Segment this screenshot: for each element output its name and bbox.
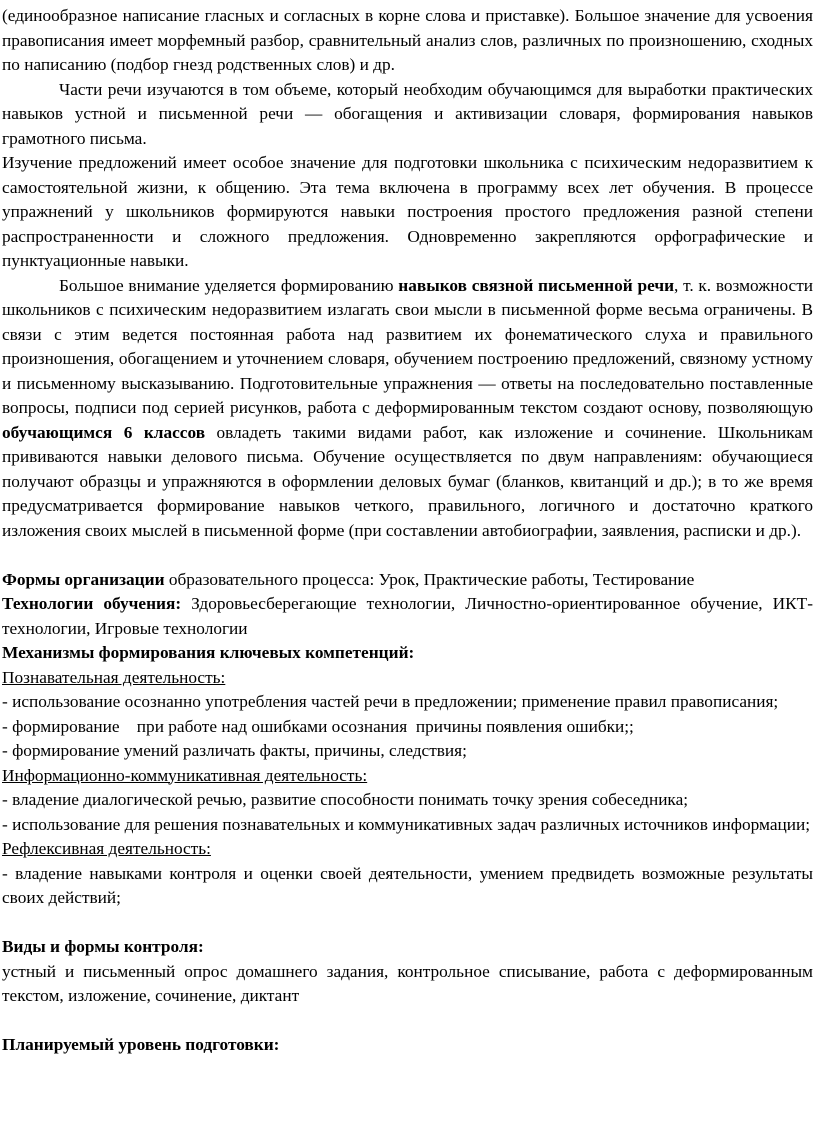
blank-line xyxy=(2,911,813,936)
text-run: , т. к. возможности школьников с психическим недоразвитием излагать свои мысли в письменной форме весьма ограничены. В связи с этим ведется постоянная работа над развитием их фонематического слуха и правильного произношения, обогащением и уточнением словаря, обучением построению предложений, связному устному и письменному высказыванию. Подготовительные упражнения — ответы на последовательно поставленные вопросы, подписи под серией рисунков, работа с деформированным текстом создают основу, позволяющую xyxy=(2,275,813,417)
technologies-label: Технологии обучения: xyxy=(2,594,182,613)
control-heading: Виды и формы контроля: xyxy=(2,937,204,956)
list-item: - формирование умений различать факты, причины, следствия; xyxy=(2,741,467,760)
forms-label: Формы организации xyxy=(2,569,165,589)
list-item: - использование для решения познавательных и коммуникативных задач различных источников информации; xyxy=(2,814,811,834)
list-item: - владение диалогической речью, развитие способности понимать точку зрения собеседника; xyxy=(2,790,689,809)
learning-technologies xyxy=(2,592,813,641)
communicative-activity-title: Информационно-коммуникативная деятельность: xyxy=(2,765,368,785)
forms-text: образовательного процесса: Урок, Практические работы, Тестирование xyxy=(164,569,695,589)
paragraph-sentences: Изучение предложений имеет особое значение для подготовки школьника с психическим недоразвитием к самостоятельной жизни, к общению. Эта тема включена в программу всех лет обучения. В процессе упражнений у школьников формируются навыки построения простого предложения разной степени распространенности и сложного предложения. Одновременно закрепляются орфографические и пунктуационные навыки. xyxy=(2,153,813,270)
text-run: овладеть такими видами работ, как изложение и сочинение. Школьникам прививаются навыки делового письма. Обучение осуществляется по двум направлениям: обучающиеся получают образцы и упражняются в оформлении деловых бумаг (бланков, квитанций и др.); в то же время предусматривается формирование навыков четкого, правильного, логичного и достаточно краткого изложения своих мыслей в письменной форме (при составлении автобиографии, заявления, расписки и др.). xyxy=(2,422,813,540)
list-item: - использование осознанно употребления частей речи в предложении; применение правил правописания; xyxy=(2,692,779,711)
bold-text-run: навыков связной письменной речи xyxy=(398,275,675,295)
bold-text-run: обучающимся 6 классов xyxy=(2,422,206,442)
paragraph-parts-of-speech: Части речи изучаются в том объеме, который необходим обучающимся для выработки практических навыков устной и письменной речи — обогащения и активизации словаря, формирования навыков грамотного письма. xyxy=(2,79,813,148)
list-item: - владение навыками контроля и оценки своей деятельности, умением предвидеть возможные результаты своих действий; xyxy=(2,863,813,907)
blank-line xyxy=(2,1009,813,1034)
reflexive-activity-title: Рефлексивная деятельность: xyxy=(2,839,211,858)
text-run: Большое внимание уделяется формированию xyxy=(59,275,399,295)
blank-line xyxy=(2,543,813,568)
cognitive-activity-title: Познавательная деятельность: xyxy=(2,667,226,687)
forms-of-organization xyxy=(2,568,813,593)
control-text: устный и письменный опрос домашнего задания, контрольное списывание, работа с деформированным текстом, изложение, сочинение, диктант xyxy=(2,961,813,1005)
planned-level-heading: Планируемый уровень подготовки: xyxy=(2,1035,280,1054)
paragraph-spelling: (единообразное написание гласных и согласных в корне слова и приставке). Большое значение для усвоения правописания имеет морфемный разбор, сравнительный анализ слов, различных по произношению, сходных по написанию (подбор гнезд родственных слов) и др. xyxy=(2,6,813,74)
list-item: - формирование при работе над ошибками осознания причины появления ошибки;; xyxy=(2,716,634,736)
paragraph-written-speech xyxy=(2,274,813,544)
mechanisms-heading: Механизмы формирования ключевых компетенций: xyxy=(2,643,415,662)
technologies-text: Здоровьесберегающие технологии, Личностно-ориентированное обучение, ИКТ-технологии, Игровые технологии xyxy=(2,594,813,638)
